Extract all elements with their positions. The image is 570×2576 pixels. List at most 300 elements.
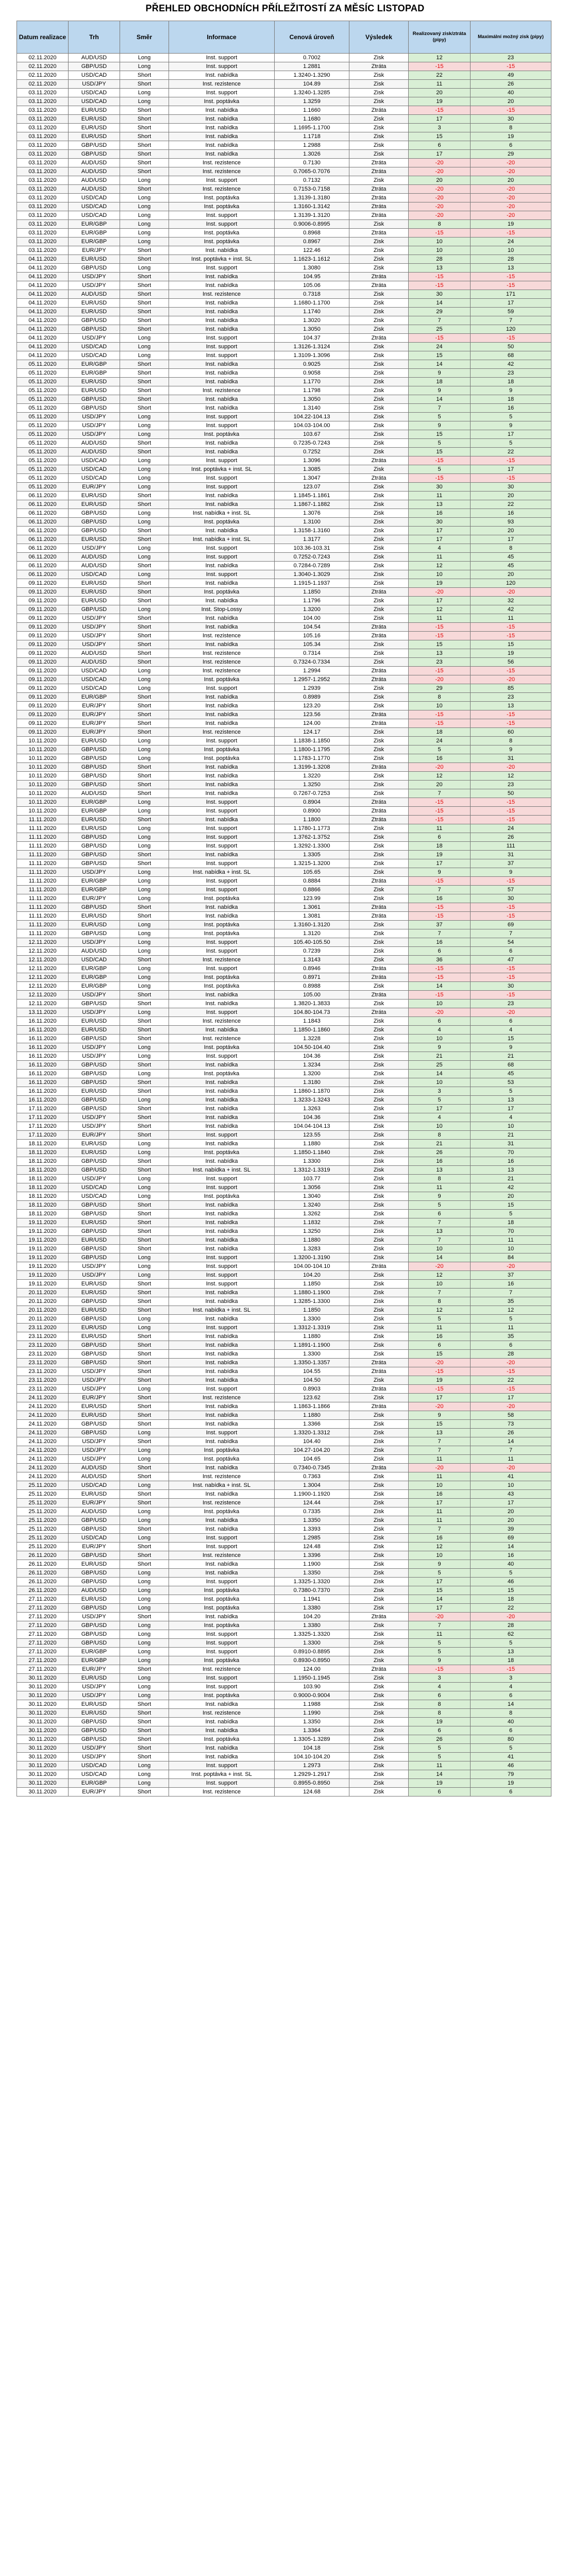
cell-max-pips: -15 <box>471 229 551 238</box>
cell-direction: Short <box>120 404 169 413</box>
cell-date: 10.11.2020 <box>17 798 69 807</box>
cell-direction: Short <box>120 1026 169 1035</box>
cell-realized-pips: 5 <box>409 1648 471 1656</box>
cell-info: Inst. poptávka <box>169 1735 275 1744</box>
cell-date: 16.11.2020 <box>17 1052 69 1061</box>
table-row <box>17 1543 551 1551</box>
cell-info: Inst. support <box>169 737 275 745</box>
cell-realized-pips: -20 <box>409 588 471 597</box>
cell-date: 06.11.2020 <box>17 535 69 544</box>
cell-result: Zisk <box>349 562 409 570</box>
table-row <box>17 877 551 886</box>
cell-direction: Short <box>120 395 169 404</box>
cell-realized-pips: 25 <box>409 1061 471 1070</box>
cell-direction: Long <box>120 1586 169 1595</box>
cell-date: 06.11.2020 <box>17 492 69 500</box>
cell-max-pips: -15 <box>471 991 551 999</box>
cell-direction: Short <box>120 710 169 719</box>
cell-max-pips: 171 <box>471 290 551 299</box>
cell-market: USD/JPY <box>69 1683 120 1691</box>
cell-price: 104.00 <box>275 614 349 623</box>
header-result: Výsledek <box>349 21 409 54</box>
cell-info: Inst. poptávka <box>169 745 275 754</box>
cell-max-pips: -20 <box>471 211 551 220</box>
cell-direction: Short <box>120 1359 169 1367</box>
cell-realized-pips: 7 <box>409 1621 471 1630</box>
table-row <box>17 772 551 781</box>
cell-info: Inst. nabídka <box>169 106 275 115</box>
cell-direction: Short <box>120 614 169 623</box>
cell-realized-pips: -15 <box>409 1385 471 1394</box>
cell-info: Inst. nabídka <box>169 1332 275 1341</box>
cell-realized-pips: 19 <box>409 1718 471 1726</box>
cell-price: 0.7239 <box>275 947 349 956</box>
cell-info: Inst. support <box>169 1534 275 1543</box>
cell-date: 03.11.2020 <box>17 167 69 176</box>
cell-realized-pips: 7 <box>409 1289 471 1297</box>
cell-direction: Long <box>120 518 169 527</box>
cell-direction: Short <box>120 1245 169 1253</box>
table-row <box>17 1280 551 1289</box>
cell-direction: Long <box>120 1761 169 1770</box>
cell-result: Zisk <box>349 290 409 299</box>
table-row <box>17 1166 551 1175</box>
cell-max-pips: -15 <box>471 798 551 807</box>
table-row <box>17 745 551 754</box>
table-row <box>17 246 551 255</box>
table-row <box>17 1446 551 1455</box>
cell-price: 1.1900 <box>275 1560 349 1569</box>
table-row <box>17 97 551 106</box>
cell-realized-pips: 20 <box>409 781 471 789</box>
cell-result: Zisk <box>349 404 409 413</box>
cell-market: EUR/GBP <box>69 1648 120 1656</box>
cell-result: Zisk <box>349 518 409 527</box>
cell-realized-pips: 17 <box>409 115 471 124</box>
cell-date: 09.11.2020 <box>17 632 69 640</box>
cell-realized-pips: 12 <box>409 1543 471 1551</box>
cell-info: Inst. support <box>169 964 275 973</box>
cell-result: Zisk <box>349 640 409 649</box>
cell-realized-pips: 19 <box>409 1779 471 1788</box>
cell-direction: Long <box>120 456 169 465</box>
cell-direction: Long <box>120 1656 169 1665</box>
cell-info: Inst. nabídka <box>169 1437 275 1446</box>
cell-price: 1.1796 <box>275 597 349 605</box>
cell-market: EUR/GBP <box>69 807 120 816</box>
cell-direction: Short <box>120 1227 169 1236</box>
table-row <box>17 220 551 229</box>
cell-price: 123.55 <box>275 1131 349 1140</box>
table-row <box>17 1639 551 1648</box>
cell-date: 17.11.2020 <box>17 1131 69 1140</box>
table-row <box>17 1026 551 1035</box>
cell-date: 09.11.2020 <box>17 684 69 693</box>
table-row <box>17 1385 551 1394</box>
cell-max-pips: 22 <box>471 448 551 456</box>
cell-info: Inst. support <box>169 1761 275 1770</box>
cell-info: Inst. support <box>169 1175 275 1183</box>
cell-info: Inst. nabídka <box>169 1289 275 1297</box>
cell-realized-pips: -20 <box>409 1613 471 1621</box>
cell-info: Inst. poptávka <box>169 430 275 439</box>
cell-date: 04.11.2020 <box>17 343 69 351</box>
cell-info: Inst. nabídka + inst. SL <box>169 1306 275 1315</box>
cell-result: Zisk <box>349 833 409 842</box>
cell-realized-pips: 14 <box>409 1253 471 1262</box>
cell-result: Ztráta <box>349 964 409 973</box>
cell-price: 0.7065-0.7076 <box>275 167 349 176</box>
cell-date: 27.11.2020 <box>17 1621 69 1630</box>
cell-info: Inst. nabídka <box>169 789 275 798</box>
cell-info: Inst. poptávka <box>169 1621 275 1630</box>
cell-market: USD/CAD <box>69 667 120 675</box>
cell-info: Inst. support <box>169 421 275 430</box>
header-realized-pips: Realizovaný zisk/ztráta (pipy) <box>409 21 471 54</box>
cell-price: 1.3200-1.3190 <box>275 1253 349 1262</box>
cell-result: Zisk <box>349 264 409 273</box>
table-row <box>17 1621 551 1630</box>
cell-direction: Short <box>120 1700 169 1709</box>
cell-realized-pips: 17 <box>409 150 471 159</box>
cell-max-pips: 5 <box>471 1744 551 1753</box>
cell-date: 10.11.2020 <box>17 789 69 798</box>
cell-max-pips: 6 <box>471 1691 551 1700</box>
cell-result: Zisk <box>349 1192 409 1201</box>
cell-price: 1.1850-1.1840 <box>275 1148 349 1157</box>
cell-date: 24.11.2020 <box>17 1437 69 1446</box>
cell-price: 104.03-104.00 <box>275 421 349 430</box>
cell-date: 16.11.2020 <box>17 1026 69 1035</box>
cell-market: GBP/USD <box>69 325 120 334</box>
table-row <box>17 1464 551 1472</box>
cell-info: Inst. support <box>169 833 275 842</box>
cell-info: Inst. nabídka <box>169 360 275 369</box>
table-row <box>17 1236 551 1245</box>
cell-max-pips: 9 <box>471 745 551 754</box>
cell-result: Zisk <box>349 1332 409 1341</box>
cell-max-pips: 14 <box>471 1543 551 1551</box>
cell-price: 1.3325-1.3320 <box>275 1578 349 1586</box>
cell-result: Zisk <box>349 1534 409 1543</box>
cell-info: Inst. nabídka <box>169 1516 275 1525</box>
table-row <box>17 1691 551 1700</box>
cell-info: Inst. nabídka <box>169 1105 275 1113</box>
cell-realized-pips: 11 <box>409 1183 471 1192</box>
cell-max-pips: 10 <box>471 1245 551 1253</box>
cell-realized-pips: 9 <box>409 1043 471 1052</box>
cell-market: GBP/USD <box>69 509 120 518</box>
cell-price: 105.40-105.50 <box>275 938 349 947</box>
cell-result: Zisk <box>349 1315 409 1324</box>
cell-date: 05.11.2020 <box>17 413 69 421</box>
cell-result: Zisk <box>349 465 409 474</box>
cell-realized-pips: -15 <box>409 719 471 728</box>
cell-result: Zisk <box>349 176 409 185</box>
cell-date: 09.11.2020 <box>17 579 69 588</box>
cell-result: Zisk <box>349 982 409 991</box>
cell-market: USD/JPY <box>69 1262 120 1271</box>
table-row <box>17 1648 551 1656</box>
cell-info: Inst. nabídka <box>169 562 275 570</box>
cell-info: Inst. nabídka <box>169 999 275 1008</box>
cell-price: 1.1770 <box>275 378 349 386</box>
cell-info: Inst. support <box>169 1253 275 1262</box>
cell-direction: Long <box>120 1779 169 1788</box>
cell-market: AUD/USD <box>69 1507 120 1516</box>
cell-price: 1.3312-1.3319 <box>275 1166 349 1175</box>
table-row <box>17 1131 551 1140</box>
cell-info: Inst. nabídka <box>169 1218 275 1227</box>
table-row <box>17 807 551 816</box>
cell-max-pips: 17 <box>471 1394 551 1402</box>
cell-market: GBP/USD <box>69 1525 120 1534</box>
cell-info: Inst. rezistence <box>169 658 275 667</box>
cell-price: 1.3240-1.3285 <box>275 89 349 97</box>
cell-price: 1.3096 <box>275 456 349 465</box>
cell-date: 25.11.2020 <box>17 1490 69 1499</box>
cell-date: 04.11.2020 <box>17 325 69 334</box>
cell-price: 1.3262 <box>275 1210 349 1218</box>
cell-price: 1.3177 <box>275 535 349 544</box>
table-row <box>17 535 551 544</box>
cell-max-pips: 40 <box>471 1560 551 1569</box>
cell-date: 06.11.2020 <box>17 562 69 570</box>
cell-realized-pips: 12 <box>409 605 471 614</box>
cell-result: Zisk <box>349 1595 409 1604</box>
cell-price: 0.9025 <box>275 360 349 369</box>
cell-result: Ztráta <box>349 710 409 719</box>
cell-direction: Long <box>120 1683 169 1691</box>
cell-date: 11.11.2020 <box>17 877 69 886</box>
table-row <box>17 719 551 728</box>
cell-result: Ztráta <box>349 1464 409 1472</box>
cell-result: Ztráta <box>349 1613 409 1621</box>
cell-price: 1.3300 <box>275 1639 349 1648</box>
table-row <box>17 763 551 772</box>
cell-direction: Short <box>120 439 169 448</box>
cell-result: Zisk <box>349 97 409 106</box>
cell-direction: Short <box>120 1201 169 1210</box>
table-row <box>17 465 551 474</box>
cell-realized-pips: 9 <box>409 1656 471 1665</box>
cell-market: USD/CAD <box>69 351 120 360</box>
cell-market: EUR/USD <box>69 535 120 544</box>
cell-direction: Short <box>120 159 169 167</box>
cell-info: Inst. support <box>169 570 275 579</box>
cell-market: GBP/USD <box>69 605 120 614</box>
cell-max-pips: 12 <box>471 1306 551 1315</box>
cell-price: 103.77 <box>275 1175 349 1183</box>
cell-result: Zisk <box>349 1543 409 1551</box>
table-row <box>17 1078 551 1087</box>
cell-direction: Short <box>120 535 169 544</box>
cell-direction: Short <box>120 1157 169 1166</box>
cell-market: GBP/USD <box>69 1096 120 1105</box>
cell-price: 104.50 <box>275 1376 349 1385</box>
cell-price: 1.3199-1.3208 <box>275 763 349 772</box>
cell-max-pips: 20 <box>471 1507 551 1516</box>
cell-direction: Long <box>120 1674 169 1683</box>
cell-direction: Short <box>120 1367 169 1376</box>
table-row <box>17 579 551 588</box>
cell-result: Zisk <box>349 1183 409 1192</box>
cell-market: EUR/USD <box>69 1674 120 1683</box>
cell-price: 1.2985 <box>275 1534 349 1543</box>
cell-realized-pips: 6 <box>409 1726 471 1735</box>
cell-max-pips: 26 <box>471 80 551 89</box>
cell-date: 19.11.2020 <box>17 1262 69 1271</box>
cell-price: 1.2957-1.2952 <box>275 675 349 684</box>
cell-realized-pips: 5 <box>409 1569 471 1578</box>
cell-market: GBP/USD <box>69 141 120 150</box>
cell-realized-pips: 11 <box>409 1630 471 1639</box>
table-row <box>17 1586 551 1595</box>
cell-realized-pips: -15 <box>409 632 471 640</box>
cell-result: Ztráta <box>349 877 409 886</box>
cell-result: Zisk <box>349 754 409 763</box>
cell-result: Ztráta <box>349 675 409 684</box>
cell-market: USD/CAD <box>69 194 120 202</box>
cell-date: 04.11.2020 <box>17 308 69 316</box>
header-date: Datum realizace <box>17 21 69 54</box>
cell-realized-pips: -15 <box>409 334 471 343</box>
cell-realized-pips: 13 <box>409 1227 471 1236</box>
cell-market: USD/CAD <box>69 1770 120 1779</box>
cell-result: Zisk <box>349 308 409 316</box>
table-row <box>17 185 551 194</box>
cell-date: 24.11.2020 <box>17 1446 69 1455</box>
cell-info: Inst. nabídka <box>169 640 275 649</box>
table-row <box>17 1105 551 1113</box>
cell-market: EUR/JPY <box>69 728 120 737</box>
cell-info: Inst. nabídka <box>169 308 275 316</box>
cell-date: 11.11.2020 <box>17 816 69 824</box>
cell-realized-pips: 18 <box>409 728 471 737</box>
cell-market: EUR/GBP <box>69 798 120 807</box>
table-row <box>17 1148 551 1157</box>
cell-price: 104.22-104.13 <box>275 413 349 421</box>
cell-price: 0.8903 <box>275 1385 349 1394</box>
cell-market: USD/JPY <box>69 1052 120 1061</box>
cell-market: USD/CAD <box>69 1761 120 1770</box>
cell-max-pips: 41 <box>471 1753 551 1761</box>
cell-result: Zisk <box>349 80 409 89</box>
table-row <box>17 649 551 658</box>
cell-realized-pips: 22 <box>409 71 471 80</box>
cell-max-pips: 17 <box>471 1499 551 1507</box>
cell-result: Zisk <box>349 1578 409 1586</box>
cell-direction: Long <box>120 684 169 693</box>
cell-max-pips: 40 <box>471 89 551 97</box>
cell-date: 26.11.2020 <box>17 1586 69 1595</box>
cell-result: Zisk <box>349 1472 409 1481</box>
cell-price: 1.1915-1.1937 <box>275 579 349 588</box>
cell-market: AUD/USD <box>69 176 120 185</box>
cell-result: Zisk <box>349 360 409 369</box>
cell-date: 11.11.2020 <box>17 929 69 938</box>
cell-market: USD/CAD <box>69 202 120 211</box>
table-row <box>17 956 551 964</box>
cell-realized-pips: 17 <box>409 535 471 544</box>
cell-info: Inst. nabídka <box>169 378 275 386</box>
table-row <box>17 1525 551 1534</box>
cell-info: Inst. nabídka <box>169 1376 275 1385</box>
cell-result: Zisk <box>349 1437 409 1446</box>
cell-direction: Long <box>120 877 169 886</box>
cell-realized-pips: -15 <box>409 229 471 238</box>
cell-direction: Short <box>120 1472 169 1481</box>
cell-price: 104.80-104.73 <box>275 1008 349 1017</box>
cell-price: 104.95 <box>275 273 349 281</box>
table-row <box>17 632 551 640</box>
cell-info: Inst. nabídka <box>169 404 275 413</box>
table-row <box>17 588 551 597</box>
cell-market: EUR/USD <box>69 106 120 115</box>
cell-price: 0.8910-0.8895 <box>275 1648 349 1656</box>
table-row <box>17 754 551 763</box>
cell-direction: Long <box>120 1770 169 1779</box>
cell-direction: Long <box>120 570 169 579</box>
cell-realized-pips: 4 <box>409 544 471 553</box>
cell-price: 1.1832 <box>275 1218 349 1227</box>
cell-result: Zisk <box>349 220 409 229</box>
cell-date: 09.11.2020 <box>17 675 69 684</box>
table-row <box>17 1700 551 1709</box>
table-row <box>17 684 551 693</box>
cell-info: Inst. support <box>169 264 275 273</box>
cell-max-pips: -20 <box>471 159 551 167</box>
cell-direction: Short <box>120 597 169 605</box>
cell-date: 12.11.2020 <box>17 982 69 991</box>
table-row <box>17 938 551 947</box>
cell-realized-pips: 14 <box>409 360 471 369</box>
cell-max-pips: 45 <box>471 553 551 562</box>
cell-direction: Short <box>120 588 169 597</box>
cell-direction: Long <box>120 929 169 938</box>
cell-info: Inst. nabídka <box>169 816 275 824</box>
cell-result: Ztráta <box>349 202 409 211</box>
cell-date: 26.11.2020 <box>17 1551 69 1560</box>
cell-date: 03.11.2020 <box>17 115 69 124</box>
cell-realized-pips: 15 <box>409 1420 471 1429</box>
cell-realized-pips: 11 <box>409 80 471 89</box>
cell-result: Zisk <box>349 842 409 851</box>
cell-info: Inst. support <box>169 684 275 693</box>
cell-info: Inst. nabídka <box>169 299 275 308</box>
table-row <box>17 343 551 351</box>
cell-realized-pips: -20 <box>409 1402 471 1411</box>
cell-max-pips: 14 <box>471 1700 551 1709</box>
cell-market: EUR/USD <box>69 1236 120 1245</box>
cell-result: Zisk <box>349 439 409 448</box>
cell-realized-pips: 14 <box>409 1770 471 1779</box>
cell-direction: Long <box>120 842 169 851</box>
cell-info: Inst. support <box>169 176 275 185</box>
cell-market: USD/JPY <box>69 334 120 343</box>
cell-price: 0.8904 <box>275 798 349 807</box>
cell-date: 26.11.2020 <box>17 1560 69 1569</box>
cell-max-pips: 26 <box>471 833 551 842</box>
cell-result: Zisk <box>349 1070 409 1078</box>
cell-realized-pips: 4 <box>409 1113 471 1122</box>
cell-market: AUD/USD <box>69 290 120 299</box>
cell-market: USD/CAD <box>69 684 120 693</box>
cell-direction: Short <box>120 71 169 80</box>
cell-date: 27.11.2020 <box>17 1613 69 1621</box>
cell-direction: Short <box>120 719 169 728</box>
table-row <box>17 255 551 264</box>
